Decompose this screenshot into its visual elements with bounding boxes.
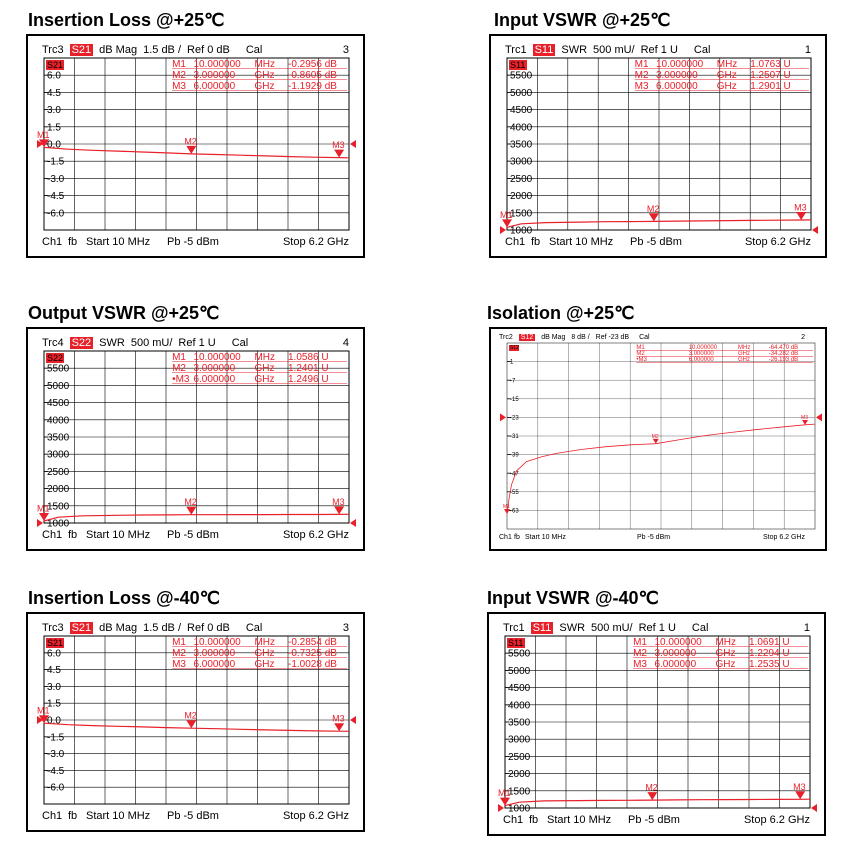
marker-readout-unit: GHz [716, 81, 737, 92]
param-badge: S11 [534, 44, 554, 56]
marker-readout-value: -1.0028 dB [288, 659, 337, 670]
stop-freq: Stop 6.2 GHz [744, 236, 811, 248]
format-label: dB Mag [99, 44, 138, 56]
format-label: SWR [99, 337, 125, 349]
y-tick-label: -7 [510, 378, 516, 385]
reference-arrow-right [816, 413, 822, 421]
trace-badge-label: S11 [508, 638, 524, 648]
stop-freq: Stop 6.2 GHz [282, 810, 349, 822]
ref-label: Ref -23 dB [595, 334, 630, 341]
power-label: Pb -5 dBm [630, 236, 682, 248]
marker-readout-freq: 3.000000 [688, 351, 714, 357]
y-tick-label: 0.0 [47, 715, 61, 727]
marker-readout-value: 1.2496 U [288, 374, 329, 385]
format-label: dB Mag [541, 334, 566, 341]
marker-readout-freq: 6.000000 [193, 374, 236, 385]
marker-label: M3 [332, 713, 345, 724]
cal-label: Cal [691, 622, 709, 634]
channel-label: Ch1 [42, 529, 63, 541]
y-tick-label: 5500 [508, 648, 531, 660]
marker-readout-value: -1.1929 dB [288, 81, 337, 92]
y-tick-label: 4500 [508, 683, 531, 695]
marker-readout-value: -0.7325 dB [288, 648, 337, 659]
trace-name: Trc1 [505, 44, 527, 56]
marker-readout-name: M2 [172, 70, 187, 81]
panel-title: Isolation @+25℃ [487, 303, 635, 323]
marker-readout-freq: 3.000000 [654, 648, 697, 659]
channel-label: Ch1 [503, 814, 524, 826]
trace-name: Trc1 [503, 622, 525, 634]
marker-readout-name: M1 [172, 637, 187, 648]
y-tick-label: -31 [510, 434, 519, 441]
reference-arrow-left [500, 413, 506, 421]
marker-triangle [795, 791, 805, 799]
trace-number: 1 [803, 622, 810, 634]
y-tick-label: 1500 [508, 786, 531, 798]
scale-label: 500 mU/ [593, 44, 635, 56]
ref-label: Ref 0 dB [187, 622, 230, 634]
y-tick-label: 2000 [508, 769, 531, 781]
trace-number: 3 [342, 44, 349, 56]
plot-svg [491, 329, 825, 549]
marker-label: M3 [332, 496, 345, 507]
scale-label: 500 mU/ [591, 622, 633, 634]
marker-label: M3 [794, 202, 807, 213]
scale-label: 500 mU/ [130, 337, 173, 349]
marker-readout-unit: GHz [715, 659, 736, 670]
cal-label: Cal [245, 44, 263, 56]
channel-label: Ch1 [42, 236, 63, 248]
y-tick-label: 4000 [47, 415, 70, 427]
marker-label: M2 [651, 433, 659, 440]
y-tick-label: -3.0 [47, 749, 65, 761]
y-tick-label: -4.5 [47, 191, 65, 203]
marker-label: M1 [498, 788, 511, 799]
start-freq: Start 10 MHz [549, 236, 614, 248]
marker-readout-name: M3 [634, 81, 649, 92]
ref-label: Ref 1 U [638, 622, 676, 634]
marker-readout-freq: 10.000000 [688, 345, 718, 351]
channel-label: Ch1 [499, 534, 512, 541]
marker-readout-unit: GHz [254, 363, 275, 374]
trace-badge-label: S21 [47, 638, 64, 648]
y-tick-label: 1 [510, 359, 514, 366]
stop-freq: Stop 6.2 GHz [762, 534, 805, 541]
stop-freq: Stop 6.2 GHz [282, 236, 349, 248]
marker-readout-value: -26.193 dB [768, 357, 799, 363]
marker-readout-freq: 10.000000 [655, 59, 704, 70]
fb-label: fb [68, 529, 78, 541]
fb-label: fb [514, 534, 520, 541]
marker-readout-name: M1 [633, 637, 648, 648]
chart-panel-insertion-loss-25 [26, 34, 365, 258]
trace-badge-label: S21 [47, 60, 64, 70]
marker-readout-freq: 3.000000 [193, 648, 236, 659]
marker-label: M1 [37, 503, 50, 514]
marker-label: M2 [184, 710, 197, 721]
y-tick-label: 5000 [508, 665, 531, 677]
trace-badge-label: S22 [47, 353, 64, 363]
marker-readout-value: 1.2507 U [750, 70, 791, 81]
reference-arrow-left [498, 804, 504, 812]
y-tick-label: 4.5 [47, 665, 61, 677]
param-badge: S22 [71, 337, 92, 349]
plot-svg [28, 36, 363, 256]
param-badge: S21 [71, 44, 92, 56]
marker-readout-value: 1.0586 U [288, 352, 329, 363]
marker-readout-value: 1.0763 U [750, 59, 791, 70]
y-tick-label: 3500 [510, 139, 533, 151]
marker-label: M3 [801, 415, 809, 422]
y-tick-label: -6.0 [47, 208, 65, 220]
plot-svg [28, 329, 363, 549]
marker-readout-unit: GHz [254, 81, 275, 92]
reference-arrow-left [500, 226, 506, 234]
marker-readout-unit: MHz [254, 59, 276, 70]
marker-readout-value: 1.0691 U [749, 637, 790, 648]
marker-readout-value: -34.282 dB [768, 351, 799, 357]
y-tick-label: 3000 [508, 734, 531, 746]
marker-readout-name: •M3 [172, 374, 190, 385]
y-tick-label: 1500 [510, 208, 533, 220]
y-tick-label: 5000 [47, 380, 70, 392]
format-label: SWR [561, 44, 588, 56]
marker-triangle [334, 506, 344, 514]
marker-triangle [186, 146, 196, 154]
format-label: dB Mag [99, 622, 138, 634]
marker-label: M2 [646, 203, 660, 214]
y-tick-label: 3500 [47, 432, 70, 444]
chart-panel-output-vswr-25 [26, 327, 365, 551]
marker-triangle [334, 723, 344, 731]
param-badge: S11 [532, 622, 552, 634]
param-badge: S12 [520, 334, 534, 341]
marker-triangle [186, 720, 196, 728]
marker-readout-freq: 6.000000 [193, 659, 236, 670]
marker-readout-freq: 6.000000 [688, 357, 714, 363]
fb-label: fb [531, 236, 541, 248]
marker-readout-freq: 3.000000 [655, 70, 698, 81]
power-label: Pb -5 dBm [628, 814, 680, 826]
cal-label: Cal [693, 44, 711, 56]
marker-readout-name: M2 [634, 70, 649, 81]
marker-readout-unit: GHz [738, 357, 750, 363]
marker-readout-freq: 6.000000 [193, 81, 236, 92]
reference-arrow-right [350, 716, 356, 724]
marker-readout-unit: GHz [254, 70, 275, 81]
y-tick-label: 5500 [510, 70, 533, 82]
reference-arrow-right [812, 226, 818, 234]
marker-readout-freq: 6.000000 [654, 659, 697, 670]
marker-readout-name: M1 [172, 59, 187, 70]
marker-readout-name: M2 [636, 351, 645, 357]
reference-arrow-right [350, 519, 356, 527]
reference-arrow-right [811, 804, 817, 812]
y-tick-label: 2500 [508, 751, 531, 763]
marker-readout-unit: MHz [715, 637, 737, 648]
panel-title: Input VSWR @+25℃ [494, 10, 671, 30]
y-tick-label: -6.0 [47, 782, 65, 794]
marker-readout-name: •M3 [636, 357, 647, 363]
marker-label: M1 [500, 209, 513, 220]
chart-panel-input-vswr-25 [489, 34, 827, 258]
start-freq: Start 10 MHz [86, 236, 151, 248]
y-tick-label: -39 [510, 452, 519, 459]
y-tick-label: -47 [510, 471, 519, 478]
power-label: Pb -5 dBm [167, 236, 219, 248]
marker-label: M1 [503, 504, 510, 511]
y-tick-label: 1500 [47, 501, 70, 513]
scale-label: 1.5 dB / [143, 44, 182, 56]
y-tick-label: 0.0 [47, 139, 61, 151]
marker-readout-freq: 6.000000 [655, 81, 698, 92]
trace-badge-label: S11 [510, 60, 526, 70]
y-tick-label: 6.0 [47, 648, 61, 660]
marker-label: M1 [37, 129, 50, 140]
marker-readout-name: M2 [633, 648, 648, 659]
y-tick-label: 2500 [510, 173, 533, 185]
marker-readout-unit: GHz [254, 374, 275, 385]
marker-readout-name: M1 [634, 59, 649, 70]
marker-label: M3 [332, 140, 345, 151]
trace-number: 2 [801, 334, 805, 341]
marker-readout-value: -0.2956 dB [288, 59, 337, 70]
chart-panel-insertion-loss-minus40 [26, 612, 365, 832]
marker-triangle [796, 212, 806, 220]
chart-panel-input-vswr-minus40 [487, 612, 826, 836]
marker-readout-name: M2 [172, 648, 187, 659]
y-tick-label: 6.0 [47, 70, 61, 82]
marker-readout-unit: MHz [254, 637, 276, 648]
marker-readout-value: 1.2901 U [750, 81, 791, 92]
marker-readout-unit: GHz [254, 648, 275, 659]
cal-label: Cal [639, 334, 650, 341]
channel-label: Ch1 [42, 810, 63, 822]
y-tick-label: 5000 [510, 87, 533, 99]
plot-svg [28, 614, 363, 830]
param-badge: S21 [71, 622, 92, 634]
marker-readout-name: M2 [172, 363, 187, 374]
marker-readout-unit: MHz [716, 59, 738, 70]
trace-number: 4 [342, 337, 349, 349]
cal-label: Cal [231, 337, 249, 349]
marker-readout-name: M3 [633, 659, 648, 670]
marker-readout-name: M1 [172, 352, 187, 363]
power-label: Pb -5 dBm [167, 810, 219, 822]
ref-label: Ref 1 U [178, 337, 216, 349]
power-label: Pb -5 dBm [167, 529, 219, 541]
y-tick-label: -15 [510, 396, 519, 403]
cal-label: Cal [245, 622, 263, 634]
marker-readout-name: M3 [172, 81, 187, 92]
reference-arrow-right [350, 140, 356, 148]
y-tick-label: 2000 [510, 191, 533, 203]
y-tick-label: 3000 [47, 449, 70, 461]
plot-svg [491, 36, 825, 256]
y-tick-label: 3.0 [47, 681, 61, 693]
marker-readout-unit: GHz [716, 70, 737, 81]
y-tick-label: 4500 [47, 398, 70, 410]
marker-label: M3 [793, 781, 806, 792]
trace-number: 3 [342, 622, 349, 634]
ref-label: Ref 1 U [640, 44, 678, 56]
start-freq: Start 10 MHz [86, 529, 151, 541]
panel-title: Insertion Loss @+25℃ [28, 10, 225, 30]
power-label: Pb -5 dBm [637, 534, 671, 541]
trace-name: Trc3 [42, 622, 64, 634]
channel-label: Ch1 [505, 236, 526, 248]
reference-arrow-left [37, 519, 43, 527]
y-tick-label: 5500 [47, 363, 70, 375]
y-tick-label: -1.5 [47, 156, 65, 168]
trace-name: Trc4 [42, 337, 64, 349]
marker-label: M1 [37, 705, 50, 716]
y-tick-label: 3.0 [47, 105, 61, 117]
marker-triangle [334, 150, 344, 158]
marker-label: M2 [645, 782, 658, 793]
marker-readout-freq: 10.000000 [193, 59, 241, 70]
marker-readout-freq: 3.000000 [193, 363, 236, 374]
y-tick-label: -3.0 [47, 173, 65, 185]
y-tick-label: -63 [510, 508, 519, 515]
stop-freq: Stop 6.2 GHz [743, 814, 810, 826]
y-tick-label: 3500 [508, 717, 531, 729]
marker-readout-freq: 10.000000 [654, 637, 702, 648]
start-freq: Start 10 MHz [547, 814, 612, 826]
y-tick-label: -55 [510, 489, 519, 496]
y-tick-label: -1.5 [47, 732, 65, 744]
trace-name: Trc3 [42, 44, 64, 56]
marker-readout-unit: MHz [738, 345, 751, 351]
y-tick-label: 1000 [508, 803, 531, 815]
marker-readout-unit: GHz [715, 648, 736, 659]
y-tick-label: 2000 [47, 484, 70, 496]
stop-freq: Stop 6.2 GHz [282, 529, 349, 541]
plot-svg [489, 614, 824, 834]
panel-title: Output VSWR @+25℃ [28, 303, 220, 323]
scale-label: 1.5 dB / [143, 622, 182, 634]
marker-readout-value: -0.2854 dB [288, 637, 337, 648]
marker-readout-value: 1.2535 U [749, 659, 790, 670]
trace-name: Trc2 [499, 334, 513, 341]
y-tick-label: 3000 [510, 156, 533, 168]
ref-label: Ref 0 dB [187, 44, 230, 56]
marker-readout-name: M1 [636, 345, 645, 351]
fb-label: fb [529, 814, 539, 826]
panel-title: Input VSWR @-40℃ [487, 588, 659, 608]
trace-badge-label: S12 [510, 345, 519, 351]
y-tick-label: 1.5 [47, 122, 61, 134]
marker-readout-freq: 10.000000 [193, 352, 241, 363]
fb-label: fb [68, 810, 78, 822]
start-freq: Start 10 MHz [525, 534, 566, 541]
format-label: SWR [559, 622, 586, 634]
marker-label: M2 [184, 136, 197, 147]
marker-triangle [647, 792, 657, 800]
chart-panel-isolation-25 [489, 327, 827, 551]
marker-readout-unit: GHz [254, 659, 275, 670]
marker-readout-freq: 10.000000 [193, 637, 241, 648]
scale-label: 8 dB / [571, 334, 590, 341]
marker-triangle [649, 213, 659, 221]
y-tick-label: 4.5 [47, 87, 61, 99]
y-tick-label: -4.5 [47, 765, 65, 777]
marker-readout-value: 1.2401 U [288, 363, 329, 374]
y-tick-label: 4500 [510, 105, 533, 117]
marker-readout-value: -0.8605 dB [288, 70, 337, 81]
y-tick-label: 1000 [510, 225, 533, 237]
y-tick-label: -23 [510, 415, 519, 422]
marker-readout-freq: 3.000000 [193, 70, 236, 81]
marker-readout-unit: MHz [254, 352, 276, 363]
y-tick-label: 4000 [508, 700, 531, 712]
y-tick-label: 1000 [47, 518, 70, 530]
marker-readout-name: M3 [172, 659, 187, 670]
trace-number: 1 [804, 44, 811, 56]
marker-label: M2 [184, 497, 197, 508]
panel-title: Insertion Loss @-40℃ [28, 588, 220, 608]
start-freq: Start 10 MHz [86, 810, 151, 822]
y-tick-label: 4000 [510, 122, 533, 134]
marker-readout-value: -64.470 dB [768, 345, 799, 351]
marker-readout-unit: GHz [738, 351, 750, 357]
marker-triangle [186, 507, 196, 515]
y-tick-label: 2500 [47, 466, 70, 478]
fb-label: fb [68, 236, 78, 248]
y-tick-label: 1.5 [47, 698, 61, 710]
marker-readout-value: 1.2294 U [749, 648, 790, 659]
